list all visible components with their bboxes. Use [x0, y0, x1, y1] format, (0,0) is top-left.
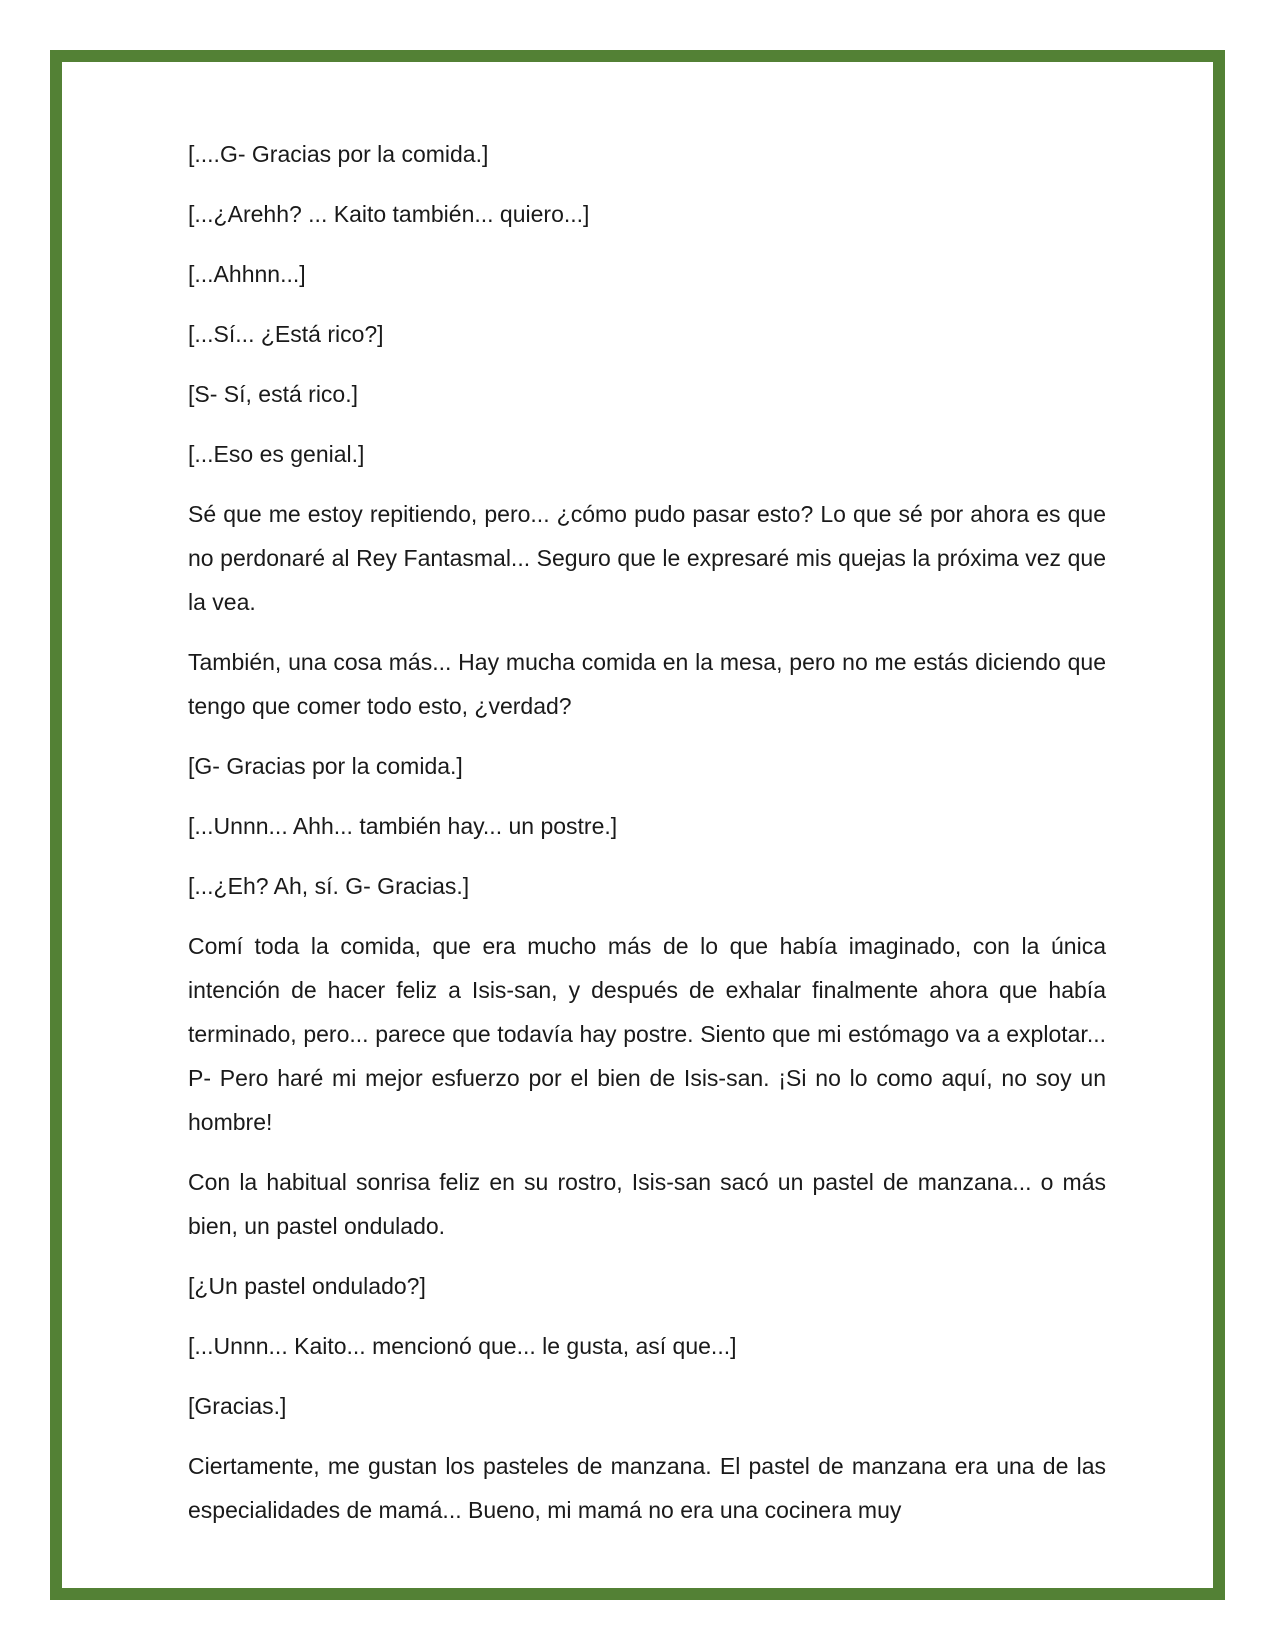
paragraph-5: [S- Sí, está rico.]: [188, 381, 358, 407]
paragraph-13: Con la habitual sonrisa feliz en su rostro, Isis-san sacó un pastel de manzana... o más bien, un pastel ondulado.: [188, 1169, 1106, 1239]
paragraph-1: [....G- Gracias por la comida.]: [188, 141, 489, 167]
paragraph-12: Comí toda la comida, que era mucho más de lo que había imaginado, con la única intención de hacer feliz a Isis-san, y después de exhalar finalmente ahora que había terminado, pero... parece que todavía hay postre. Siento que mi estómago va a explotar... P- Pero haré mi mejor esfuerzo por el bien de Isis-san. ¡Si no lo como aquí, no soy un hombre!: [188, 933, 1106, 1135]
paragraph-15: [...Unnn... Kaito... mencionó que... le gusta, así que...]: [188, 1333, 737, 1359]
paragraph-4: [...Sí... ¿Está rico?]: [188, 321, 384, 347]
paragraph-10: [...Unnn... Ahh... también hay... un postre.]: [188, 813, 618, 839]
paragraph-17: Ciertamente, me gustan los pasteles de manzana. El pastel de manzana era una de las especialidades de mamá... Bueno, mi mamá no era una cocinera muy: [188, 1453, 1106, 1523]
page-frame: [50, 50, 1225, 1600]
paragraph-16: [Gracias.]: [188, 1393, 287, 1419]
paragraph-14: [¿Un pastel ondulado?]: [188, 1273, 426, 1299]
paragraph-11: [...¿Eh? Ah, sí. G- Gracias.]: [188, 873, 470, 899]
paragraph-2: [...¿Arehh? ... Kaito también... quiero...]: [188, 201, 590, 227]
paragraph-8: También, una cosa más... Hay mucha comida en la mesa, pero no me estás diciendo que tengo que comer todo esto, ¿verdad?: [188, 649, 1106, 719]
paragraph-9: [G- Gracias por la comida.]: [188, 753, 463, 779]
page-content: [188, 132, 1106, 1548]
paragraph-6: [...Eso es genial.]: [188, 441, 365, 467]
paragraph-3: [...Ahhnn...]: [188, 261, 306, 287]
paragraph-7: Sé que me estoy repitiendo, pero... ¿cómo pudo pasar esto? Lo que sé por ahora es que no perdonaré al Rey Fantasmal... Seguro que le expresaré mis quejas la próxima vez que la vea.: [188, 501, 1106, 615]
